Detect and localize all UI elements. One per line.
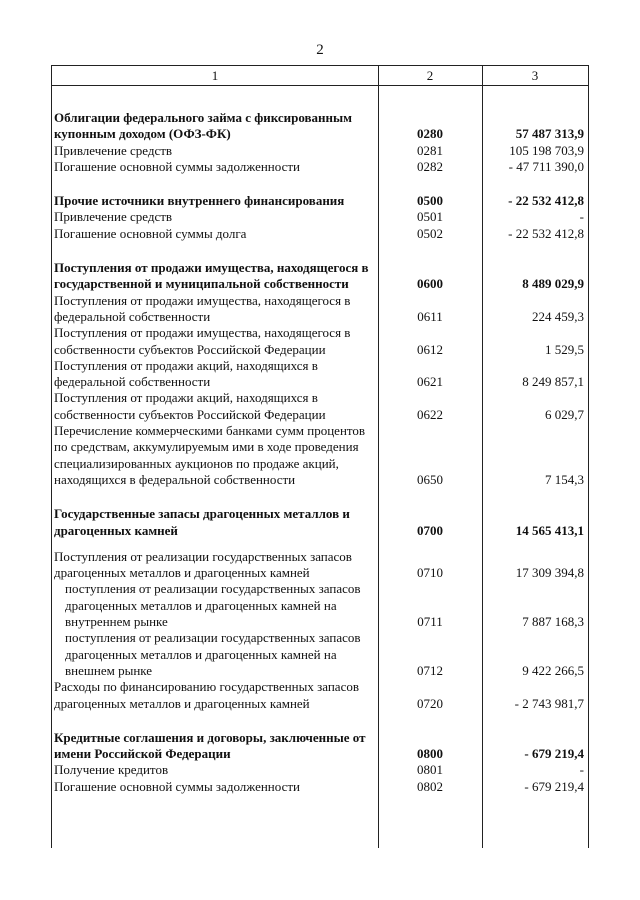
row-value: -	[579, 209, 584, 225]
table-row	[52, 325, 588, 358]
row-code: 0621	[417, 374, 443, 390]
row-label: Получение кредитов	[54, 762, 169, 778]
row-label: Кредитные соглашения и договоры, заключенные от имени Российской Федерации	[54, 729, 366, 762]
row-code: 0612	[417, 341, 443, 357]
row-label: Привлечение средств	[54, 142, 173, 158]
header-col-1: 1	[211, 68, 219, 83]
report-table	[51, 65, 589, 848]
row-value: 6 029,7	[545, 406, 584, 422]
table-row	[52, 779, 588, 795]
row-label: Перечисление коммерческими банками сумм процентов по средствам, аккумулируемым ими в ходе проведения специализированных аукционов по продаже акций, находящихся в федеральной собственности	[54, 423, 366, 487]
table-row	[52, 293, 588, 326]
table-row	[52, 390, 588, 423]
row-value: - 2 743 981,7	[514, 695, 584, 711]
row-value: - 22 532 412,8	[508, 193, 584, 209]
table-row	[52, 630, 588, 679]
table-row	[52, 581, 588, 630]
row-value: 105 198 703,9	[509, 142, 584, 158]
row-code: 0700	[417, 522, 443, 538]
row-label: Погашение основной суммы задолженности	[54, 778, 300, 794]
row-value: 57 487 313,9	[515, 126, 584, 142]
row-code: 0282	[417, 158, 443, 174]
table-row	[52, 110, 588, 143]
row-value: -	[579, 762, 584, 778]
row-value: 224 459,3	[532, 308, 584, 324]
row-code: 0280	[417, 126, 443, 142]
row-label: Поступления от продажи акций, находящихся в федеральной собственности	[54, 357, 318, 390]
header-col-3: 3	[531, 68, 539, 83]
row-value: - 679 219,4	[524, 778, 584, 794]
row-code: 0500	[417, 193, 443, 209]
row-value: 7 887 168,3	[522, 614, 584, 630]
table-header	[52, 65, 588, 86]
row-code: 0622	[417, 406, 443, 422]
row-value: - 679 219,4	[524, 746, 584, 762]
row-label: Государственные запасы драгоценных металлов и драгоценных камней	[54, 506, 350, 538]
row-code: 0710	[417, 565, 443, 581]
table-row	[52, 549, 588, 582]
table-row	[52, 260, 588, 293]
row-code: 0611	[417, 308, 443, 324]
row-label: Поступления от реализации государственных запасов драгоценных металлов и драгоценных камней	[54, 548, 352, 581]
table-row	[52, 159, 588, 175]
row-value: 1 529,5	[545, 341, 584, 357]
table-row	[52, 730, 588, 763]
row-code: 0502	[417, 225, 443, 241]
row-code: 0800	[417, 746, 443, 762]
table-row	[52, 762, 588, 778]
table-row	[52, 193, 588, 209]
row-value: 8 489 029,9	[522, 276, 584, 292]
row-label: Прочие источники внутреннего финансирования	[54, 193, 345, 209]
row-value: - 22 532 412,8	[508, 225, 584, 241]
page-number: 2	[316, 42, 324, 58]
row-value: 8 249 857,1	[522, 374, 584, 390]
row-value: 9 422 266,5	[522, 662, 584, 678]
row-code: 0720	[417, 695, 443, 711]
row-label: Расходы по финансированию государственных запасов драгоценных металлов и драгоценных камней	[54, 679, 359, 711]
row-code: 0650	[417, 471, 443, 487]
row-label: Поступления от продажи акций, находящихся в собственности субъектов Российской Федерации	[54, 390, 326, 422]
header-col-2: 2	[426, 68, 434, 83]
row-label: Поступления от продажи имущества, находящегося в государственной и муниципальной собственности	[54, 260, 369, 292]
table-row	[52, 506, 588, 539]
row-label: поступления от реализации государственных запасов драгоценных металлов и драгоценных камней на внешнем рынке	[65, 630, 361, 678]
row-label: Поступления от продажи имущества, находящегося в собственности субъектов Российской Федерации	[54, 325, 351, 357]
row-value: 7 154,3	[545, 471, 584, 487]
row-code: 0600	[417, 276, 443, 292]
row-code: 0281	[417, 142, 443, 158]
row-label: Привлечение средств	[54, 209, 173, 225]
row-code: 0712	[417, 662, 443, 678]
row-code: 0802	[417, 778, 443, 794]
table-body	[52, 110, 588, 795]
row-label: Погашение основной суммы долга	[54, 225, 247, 241]
row-value: 14 565 413,1	[515, 522, 584, 538]
row-code: 0711	[417, 614, 443, 630]
row-code: 0801	[417, 762, 443, 778]
row-code: 0501	[417, 209, 443, 225]
table-row	[52, 423, 588, 488]
table-row	[52, 226, 588, 242]
table-row	[52, 679, 588, 712]
table-row	[52, 209, 588, 225]
row-label: поступления от реализации государственных запасов драгоценных металлов и драгоценных камней на внутреннем рынке	[65, 581, 361, 630]
table-row	[52, 358, 588, 391]
row-value: 17 309 394,8	[515, 565, 584, 581]
row-label: Поступления от продажи имущества, находящегося в федеральной собственности	[54, 292, 351, 324]
table-row	[52, 143, 588, 159]
row-value: - 47 711 390,0	[508, 158, 584, 174]
row-label: Облигации федерального займа с фиксированным купонным доходом (ОФЗ-ФК)	[54, 110, 353, 142]
row-label: Погашение основной суммы задолженности	[54, 158, 300, 174]
